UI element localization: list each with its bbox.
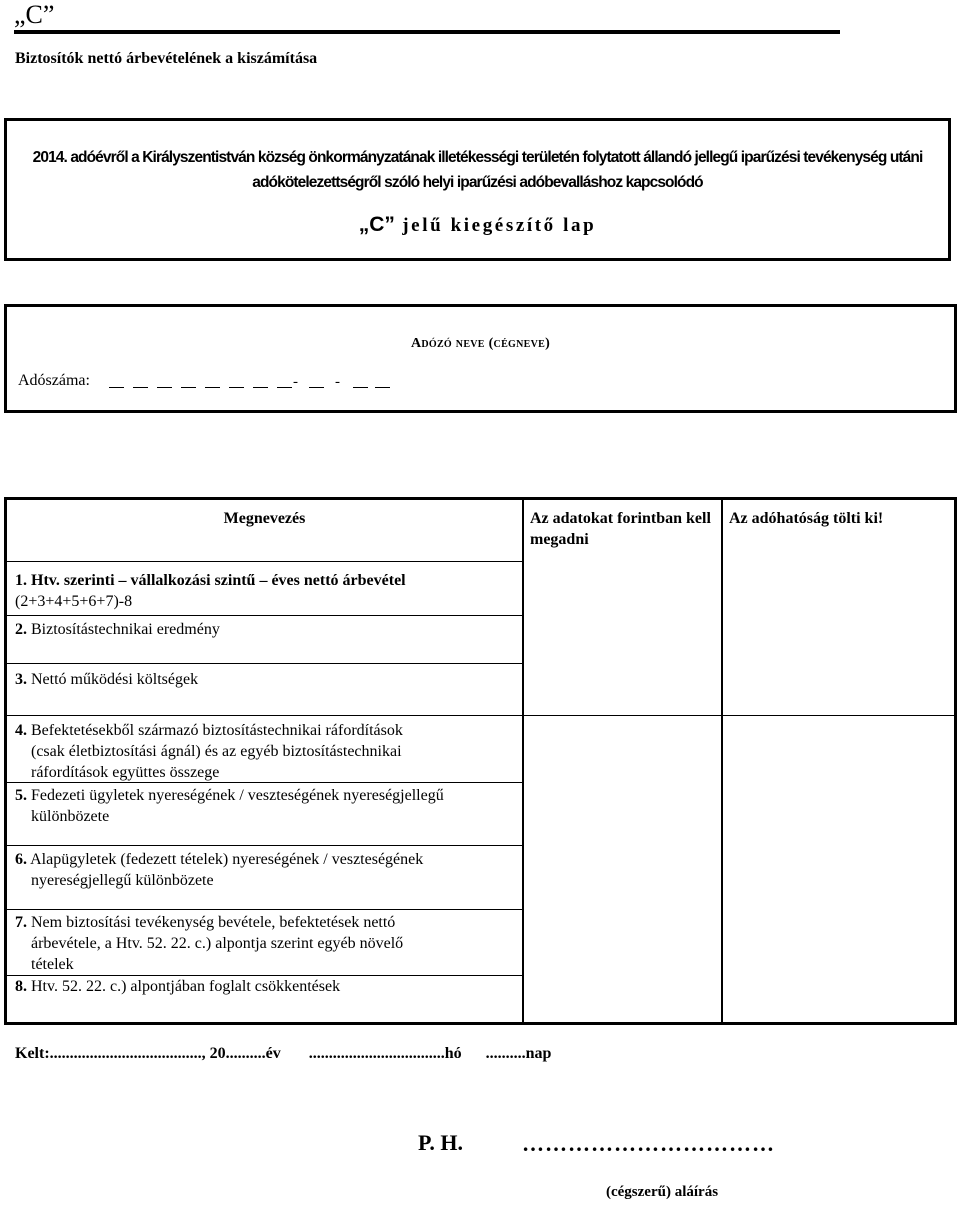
row-label: tételek — [31, 956, 74, 973]
row-divider — [7, 615, 522, 616]
row-number: 7. — [15, 914, 27, 931]
tax-digit-slot[interactable] — [109, 387, 124, 388]
row-label: Biztosítástechnikai eredmény — [31, 621, 220, 638]
form-subtitle-code: „C” — [358, 213, 395, 236]
row-number: 4. — [15, 722, 27, 739]
stamp-placeholder: P. H. — [418, 1130, 464, 1155]
tax-digit-slot[interactable] — [277, 387, 292, 388]
table-row-2 — [15, 619, 520, 640]
row-label: (csak életbiztosítási ágnál) és az egyéb biztosítástechnikai — [31, 743, 402, 760]
row-label: ráfordítások együttes összege — [31, 764, 220, 781]
tax-digit-slot[interactable] — [229, 387, 244, 388]
tax-number-label: Adószáma: — [18, 372, 90, 389]
row-divider — [7, 561, 522, 562]
column-divider — [721, 500, 723, 1022]
form-header-box — [4, 118, 951, 261]
column-divider — [522, 500, 524, 1022]
taxpayer-name-label: Adózó neve (cégneve) — [410, 336, 551, 351]
row-label: árbevétele, a Htv. 52. 22. c.) alpontja szerint egyéb növelő — [31, 935, 404, 952]
row-label: Befektetésekből származó biztosítástechnikai ráfordítások — [31, 722, 403, 739]
form-header-line-2: adókötelezettségről szóló helyi iparűzési adóbevalláshoz kapcsolódó — [252, 174, 703, 191]
tax-number-separator: - — [293, 374, 298, 390]
row-label: Nettó működési költségek — [31, 671, 199, 688]
tax-digit-slot[interactable] — [205, 387, 220, 388]
row-divider — [7, 663, 522, 664]
tax-digit-slot[interactable] — [133, 387, 148, 388]
table-row-8 — [15, 976, 520, 997]
row-label: Fedezeti ügyletek nyereségének / veszteségének nyereségjellegű — [31, 787, 444, 804]
table-row-1 — [15, 570, 520, 612]
tax-digit-slot[interactable] — [253, 387, 268, 388]
row-label: különbözete — [31, 808, 110, 825]
row-divider — [7, 909, 522, 910]
table-row-5 — [15, 785, 520, 827]
table-row-6 — [15, 849, 520, 891]
tax-digit-slot[interactable] — [353, 387, 368, 388]
taxpayer-box — [4, 304, 957, 413]
row-number: 6. — [15, 851, 27, 868]
table-row-4 — [15, 720, 520, 783]
row-label: Alapügyletek (fedezett tételek) nyereségének / veszteségének — [30, 851, 424, 868]
table-row-7 — [15, 912, 520, 975]
signature-caption: (cégszerű) aláírás — [606, 1184, 719, 1200]
tax-digit-slot[interactable] — [375, 387, 390, 388]
tax-digit-slot[interactable] — [309, 387, 324, 388]
form-header-line-1: 2014. adóévről a Királyszentistván község önkormányzatának illetékességi területén folytatott állandó jellegű iparűzési tevékenység utáni — [32, 149, 923, 166]
header-description: Megnevezés — [223, 510, 306, 527]
top-rule — [14, 30, 840, 34]
row-divider — [7, 845, 522, 846]
header-authority: Az adóhatóság tölti ki! — [729, 510, 884, 527]
row-number: 8. — [15, 978, 27, 995]
row-label: Nem biztosítási tevékenység bevétele, befektetések nettó — [31, 914, 396, 931]
data-table — [4, 497, 957, 1025]
signature-line: …………………………… — [522, 1131, 775, 1156]
row-label: nyereségjellegű különbözete — [31, 872, 214, 889]
table-row-3 — [15, 669, 520, 690]
date-line: Kelt:......................................, 20..........év ..................................hó ..........nap — [15, 1045, 552, 1062]
tax-digit-slot[interactable] — [157, 387, 172, 388]
form-code-label: „C” — [14, 0, 55, 29]
tax-digit-slot[interactable] — [181, 387, 196, 388]
form-subtitle — [7, 213, 948, 237]
document-title: Biztosítók nettó árbevételének a kiszámítása — [15, 50, 318, 67]
row-label: (2+3+4+5+6+7)-8 — [15, 593, 133, 610]
header-amount: Az adatokat forintban kell megadni — [530, 510, 711, 548]
form-subtitle-text: jelű kiegészítő lap — [394, 215, 597, 236]
row-label: Htv. szerinti – vállalkozási szintű – éves nettó árbevétel — [31, 572, 406, 589]
row-number: 5. — [15, 787, 27, 804]
row-number: 2. — [15, 621, 27, 638]
row-label: Htv. 52. 22. c.) alpontjában foglalt csökkentések — [31, 978, 341, 995]
row-number: 1. — [15, 572, 27, 589]
row-divider — [7, 715, 954, 716]
tax-number-separator: - — [335, 374, 340, 390]
row-number: 3. — [15, 671, 27, 688]
